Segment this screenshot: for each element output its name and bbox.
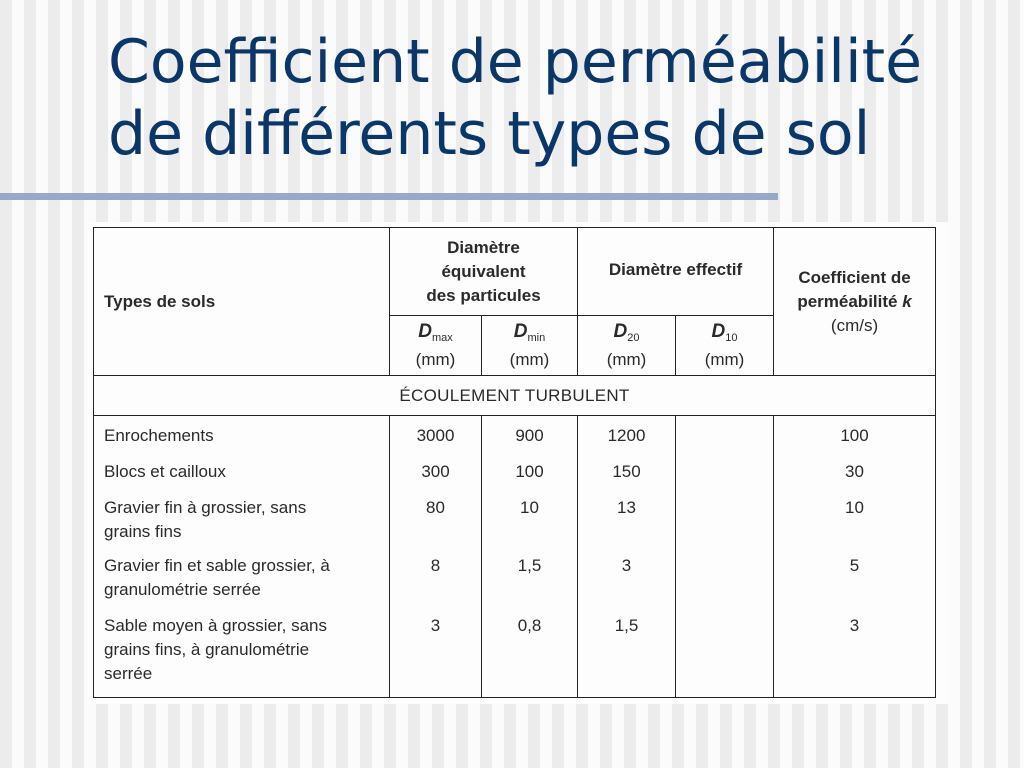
dmax-unit: (mm) xyxy=(415,349,456,369)
d10-value xyxy=(676,458,774,494)
slide-title xyxy=(108,26,988,170)
header-k-unit: (cm/s) xyxy=(830,316,879,335)
soil-name xyxy=(94,494,390,552)
dmin-value: 900 xyxy=(482,416,578,458)
header-equiv-line-3: des particules xyxy=(426,285,541,305)
soil-line: granulométrie serrée xyxy=(104,579,261,599)
d20-value: 1200 xyxy=(578,416,676,458)
k-value: 10 xyxy=(774,494,936,552)
dmax-value: 300 xyxy=(390,458,482,494)
dmax-value: 80 xyxy=(390,494,482,552)
header-k-line-2: perméabilité xyxy=(797,292,898,311)
dmax-value: 3 xyxy=(390,612,482,698)
soil-line: grains fins xyxy=(104,521,182,541)
dmax-subscript: max xyxy=(431,331,453,344)
subheader-dmax xyxy=(390,316,482,376)
subheader-d10 xyxy=(676,316,774,376)
title-line-1: Coefficient de perméabilité xyxy=(108,27,923,97)
soil-name xyxy=(94,552,390,612)
d20-value: 150 xyxy=(578,458,676,494)
dmin-value: 1,5 xyxy=(482,552,578,612)
header-k-symbol: k xyxy=(902,292,912,311)
d10-value xyxy=(676,552,774,612)
soil-line: Enrochements xyxy=(104,426,214,445)
table-row xyxy=(94,458,936,494)
soil-line: grains fins, à granulométrie xyxy=(104,639,310,659)
d10-value xyxy=(676,494,774,552)
subheader-d20 xyxy=(578,316,676,376)
d10-symbol: D xyxy=(711,320,726,342)
d10-unit: (mm) xyxy=(704,349,745,369)
dmin-value: 0,8 xyxy=(482,612,578,698)
header-permeability-coefficient xyxy=(774,228,936,376)
dmin-value: 100 xyxy=(482,458,578,494)
d20-symbol: D xyxy=(613,320,628,342)
table-row xyxy=(94,416,936,458)
d10-value xyxy=(676,612,774,698)
soil-line: Gravier fin à grossier, sans xyxy=(104,497,307,517)
table-row xyxy=(94,552,936,612)
d20-value: 3 xyxy=(578,552,676,612)
header-equivalent-diameter xyxy=(390,228,578,316)
d10-subscript: 10 xyxy=(725,331,738,344)
k-value: 3 xyxy=(774,612,936,698)
soil-line: serrée xyxy=(104,663,153,683)
dmin-subscript: min xyxy=(527,331,546,344)
title-underline-bar xyxy=(0,193,778,200)
table-row xyxy=(94,612,936,698)
soil-line: Gravier fin et sable grossier, à xyxy=(104,555,330,575)
dmax-value: 8 xyxy=(390,552,482,612)
dmin-unit: (mm) xyxy=(509,349,550,369)
d10-value xyxy=(676,416,774,458)
scanned-table-image xyxy=(88,222,948,704)
permeability-table xyxy=(93,227,936,698)
soil-line: Blocs et cailloux xyxy=(104,461,226,481)
dmax-symbol: D xyxy=(418,320,432,342)
d20-subscript: 20 xyxy=(627,331,640,344)
d20-value: 1,5 xyxy=(578,612,676,698)
dmin-symbol: D xyxy=(513,320,528,342)
subheader-dmin xyxy=(482,316,578,376)
soil-line: Sable moyen à grossier, sans xyxy=(104,615,328,635)
dmax-value: 3000 xyxy=(390,416,482,458)
soil-name xyxy=(94,458,390,494)
header-equiv-line-2: équivalent xyxy=(441,261,526,281)
soil-name xyxy=(94,612,390,698)
header-equiv-line-1: Diamètre xyxy=(447,237,520,257)
k-value: 30 xyxy=(774,458,936,494)
dmin-value: 10 xyxy=(482,494,578,552)
section-turbulent-flow: ÉCOULEMENT TURBULENT xyxy=(94,376,936,416)
table-row xyxy=(94,494,936,552)
header-effective-diameter: Diamètre effectif xyxy=(578,228,774,316)
title-line-2: de différents types de sol xyxy=(108,99,871,169)
k-value: 100 xyxy=(774,416,936,458)
k-value: 5 xyxy=(774,552,936,612)
d20-unit: (mm) xyxy=(606,349,647,369)
d20-value: 13 xyxy=(578,494,676,552)
header-soil-types: Types de sols xyxy=(94,228,390,376)
soil-name xyxy=(94,416,390,458)
header-k-line-1: Coefficient de xyxy=(798,268,911,287)
